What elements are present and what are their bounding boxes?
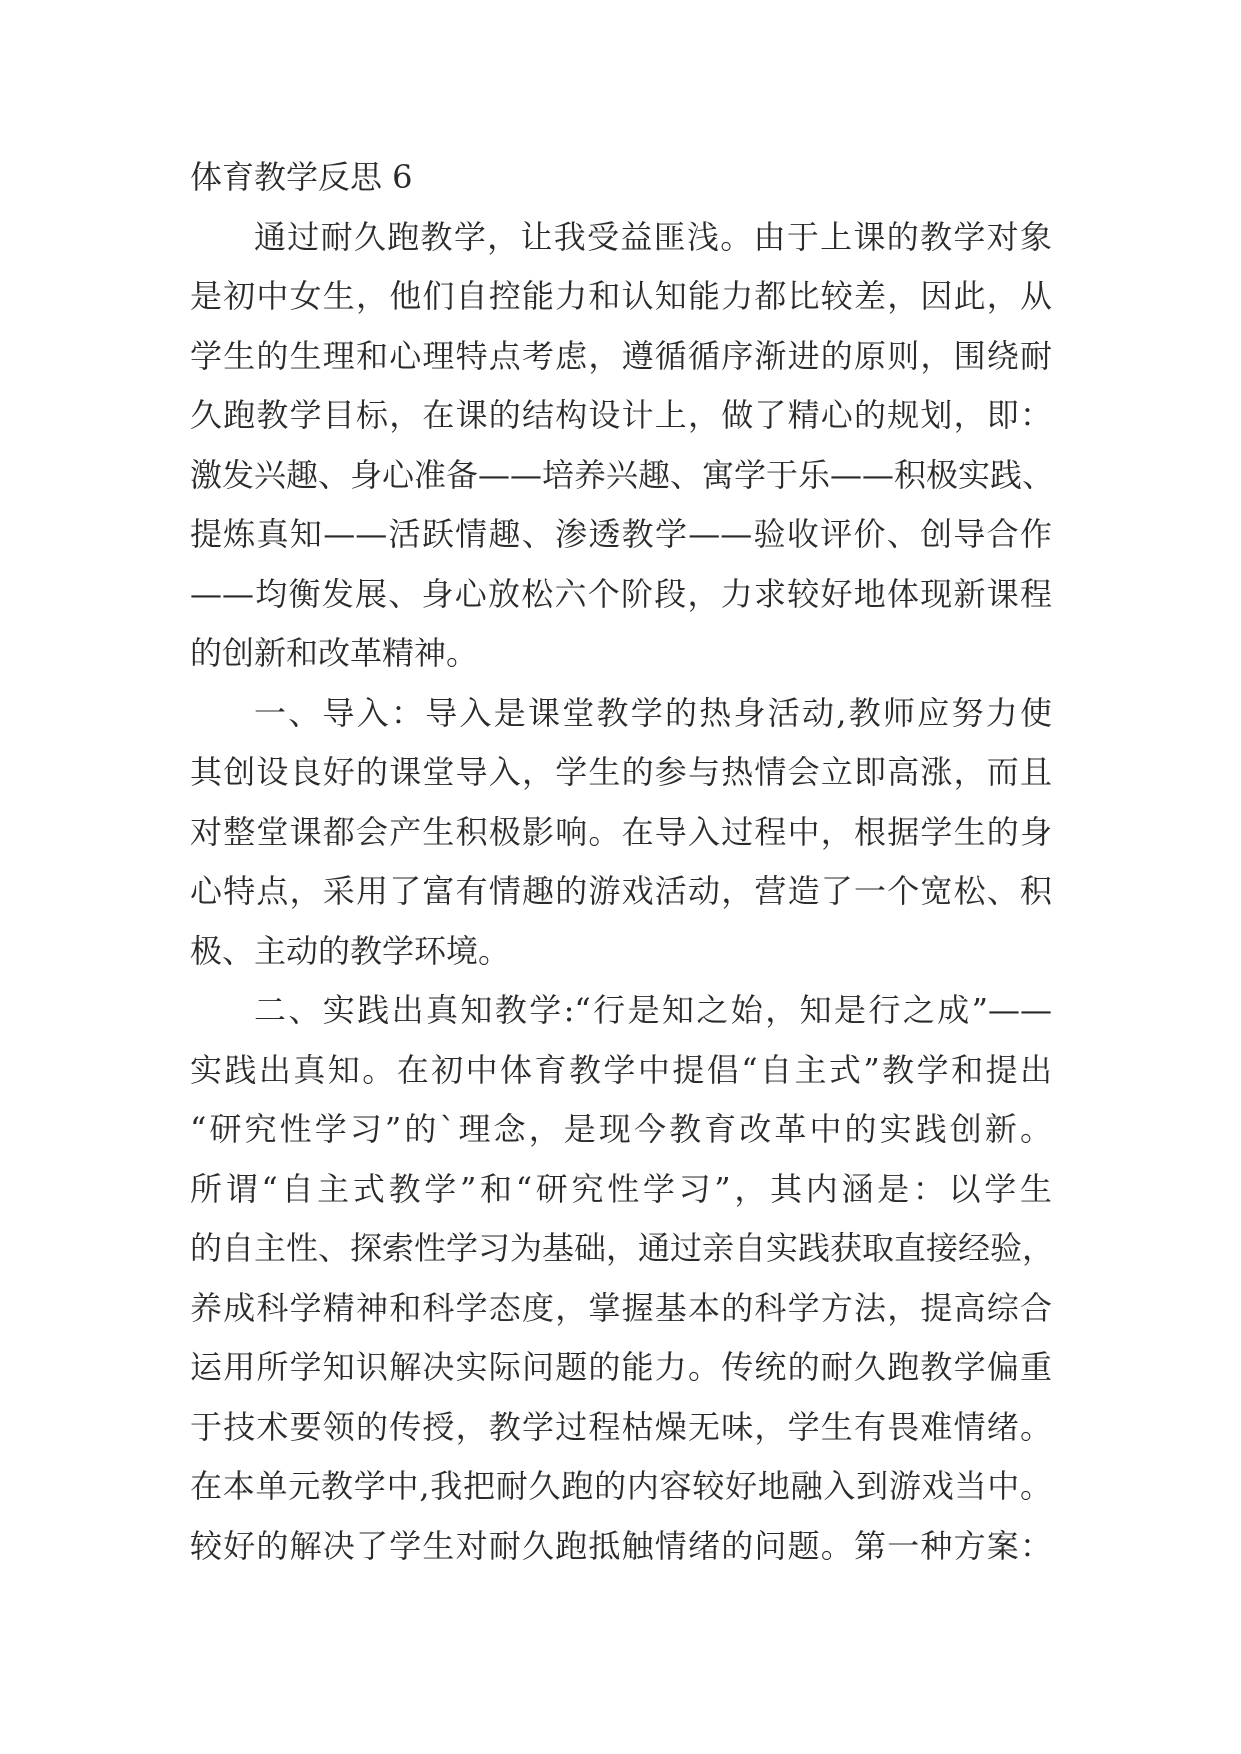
text-line: 运用所学知识解决实际问题的能力。传统的耐久跑教学偏重 (190, 1348, 1052, 1386)
text-line: 其创设良好的课堂导入，学生的参与热情会立即高涨，而且 (190, 753, 1052, 791)
paragraph-section-1 (190, 684, 1052, 982)
text-line: 久跑教学目标，在课的结构设计上，做了精心的规划，即： (190, 396, 1052, 434)
text-line: 通过耐久跑教学，让我受益匪浅。由于上课的教学对象 (254, 217, 1052, 256)
text-line: 一、导入：导入是课堂教学的热身活动,教师应努力使 (254, 693, 1052, 732)
document-body (190, 148, 1055, 1576)
text-line: 较好的解决了学生对耐久跑抵触情绪的问题。第一种方案： (190, 1526, 1052, 1565)
text-line: ——均衡发展、身心放松六个阶段，力求较好地体现新课程 (190, 574, 1052, 613)
text-line: 提炼真知——活跃情趣、渗透教学——验收评价、创导合作 (190, 515, 1052, 553)
text-line: 在本单元教学中,我把耐久跑的内容较好地融入到游戏当中。 (190, 1467, 1052, 1505)
text-line: 实践出真知。在初中体育教学中提倡“自主式”教学和提出 (190, 1050, 1052, 1089)
paragraph-intro (190, 208, 1055, 684)
text-line: 二、实践出真知教学:“行是知之始，知是行之成”—— (254, 991, 1052, 1029)
paragraph-section-2 (190, 981, 1055, 1576)
text-line: 所谓“自主式教学”和“研究性学习”，其内涵是：以学生 (190, 1169, 1052, 1208)
text-line: “研究性学习”的`理念，是现今教育改革中的实践创新。 (190, 1110, 1052, 1148)
text-line: 养成科学精神和科学态度，掌握基本的科学方法，提高综合 (190, 1288, 1052, 1327)
text-line: 的自主性、探索性学习为基础，通过亲自实践获取直接经验， (190, 1229, 1055, 1267)
text-line: 极、主动的教学环境。 (190, 931, 511, 970)
text-line: 于技术要领的传授，教学过程枯燥无味，学生有畏难情绪。 (190, 1407, 1052, 1446)
text-line: 对整堂课都会产生积极影响。在导入过程中，根据学生的身 (190, 812, 1052, 851)
text-line: 是初中女生，他们自控能力和认知能力都比较差，因此，从 (190, 277, 1052, 315)
text-line: 的创新和改革精神。 (190, 634, 479, 672)
text-line: 心特点，采用了富有情趣的游戏活动，营造了一个宽松、积 (190, 872, 1052, 910)
document-title: 体育教学反思 6 (190, 158, 413, 196)
text-line: 激发兴趣、身心准备——培养兴趣、寓学于乐——积极实践、 (190, 455, 1055, 494)
text-line: 学生的生理和心理特点考虑，遵循循序渐进的原则，围绕耐 (190, 336, 1052, 375)
